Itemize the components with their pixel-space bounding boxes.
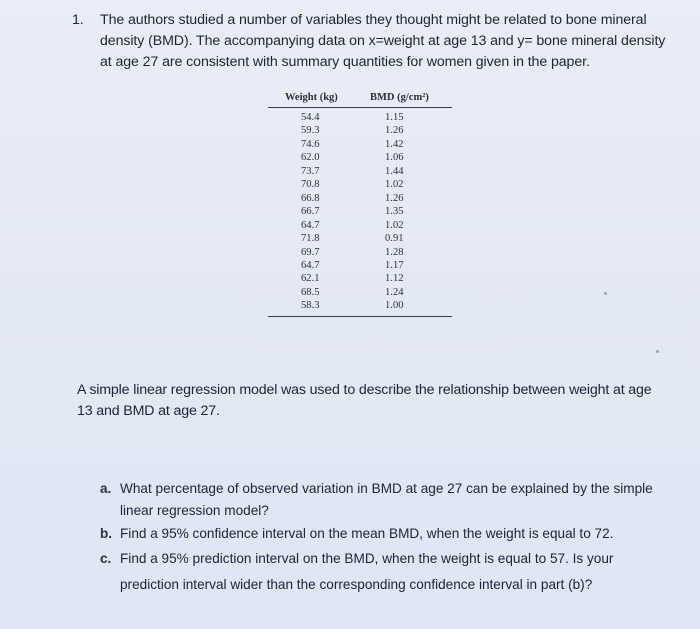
header-weight: Weight (kg) <box>285 92 338 103</box>
question-label: b. <box>100 526 113 541</box>
bmd-cell: 1.24 <box>385 286 404 298</box>
problem-statement <box>72 10 668 73</box>
table-row <box>268 178 452 191</box>
weight-cell: 62.1 <box>301 273 320 285</box>
regression-paragraph: A simple linear regression model was used to describe the relationship between weight at age 13 and BMD at age 27. <box>77 382 652 419</box>
weight-cell: 70.8 <box>301 179 320 191</box>
table-row <box>268 272 452 285</box>
bmd-cell: 1.44 <box>385 165 404 177</box>
question-text: What percentage of observed variation in BMD at age 27 can be explained by the simple linear regression model? <box>120 481 653 518</box>
weight-cell: 64.7 <box>301 219 320 231</box>
bmd-cell: 1.17 <box>385 259 404 271</box>
bmd-cell: 1.00 <box>385 300 404 312</box>
question-a <box>100 478 660 522</box>
question-label: a. <box>100 481 112 496</box>
weight-cell: 69.7 <box>301 246 320 258</box>
bmd-cell: 1.28 <box>385 246 404 258</box>
data-table <box>268 92 452 317</box>
weight-cell: 66.8 <box>301 192 320 204</box>
bmd-cell: 1.26 <box>385 192 404 204</box>
weight-cell: 62.0 <box>301 152 320 164</box>
bmd-cell: 0.91 <box>385 233 404 245</box>
table-row <box>268 219 452 232</box>
question-b <box>100 523 660 545</box>
bmd-cell: 1.02 <box>385 219 404 231</box>
bmd-cell: 1.06 <box>385 152 404 164</box>
bmd-cell: 1.35 <box>385 206 404 218</box>
table-row <box>268 165 452 178</box>
weight-cell: 73.7 <box>301 165 320 177</box>
table-header <box>268 92 452 108</box>
problem-number: 1. <box>72 12 84 28</box>
question-label: c. <box>100 551 112 566</box>
weight-cell: 66.7 <box>301 206 320 218</box>
table-row <box>268 111 452 124</box>
table-row <box>268 138 452 151</box>
question-text: Find a 95% prediction interval on the BMD, when the weight is equal to 57. Is your prediction interval wider than the corresponding confidence interval in part (b)? <box>120 551 614 592</box>
table-row <box>268 299 452 312</box>
table-row <box>268 205 452 218</box>
question-c <box>100 546 660 598</box>
table-row <box>268 259 452 272</box>
table-row <box>268 286 452 299</box>
table-row <box>268 246 452 259</box>
bmd-cell: 1.42 <box>385 138 404 150</box>
table-row <box>268 124 452 137</box>
problem-text: The authors studied a number of variables they thought might be related to bone mineral density (BMD). The accompanying data on x=weight at age 13 and y= bone mineral density at age 27 are consistent with summary quantities for women given in the paper. <box>100 12 666 70</box>
weight-cell: 54.4 <box>301 112 320 123</box>
questions-list <box>100 478 660 599</box>
bmd-cell: 1.02 <box>385 179 404 191</box>
weight-cell: 59.3 <box>301 125 320 137</box>
header-bmd: BMD (g/cm²) <box>370 92 429 103</box>
weight-cell: 71.8 <box>301 233 320 245</box>
table-row <box>268 151 452 164</box>
bmd-cell: 1.15 <box>385 112 404 123</box>
bmd-cell: 1.26 <box>385 125 404 137</box>
speck <box>604 292 607 295</box>
question-text: Find a 95% confidence interval on the mean BMD, when the weight is equal to 72. <box>120 526 614 541</box>
weight-cell: 74.6 <box>301 138 320 150</box>
table-row <box>268 232 452 245</box>
weight-cell: 64.7 <box>301 259 320 271</box>
bmd-cell: 1.12 <box>385 273 404 285</box>
speck <box>656 350 659 353</box>
weight-cell: 58.3 <box>301 300 320 312</box>
weight-cell: 68.5 <box>301 286 320 298</box>
table-row <box>268 192 452 205</box>
table-body <box>268 108 452 317</box>
